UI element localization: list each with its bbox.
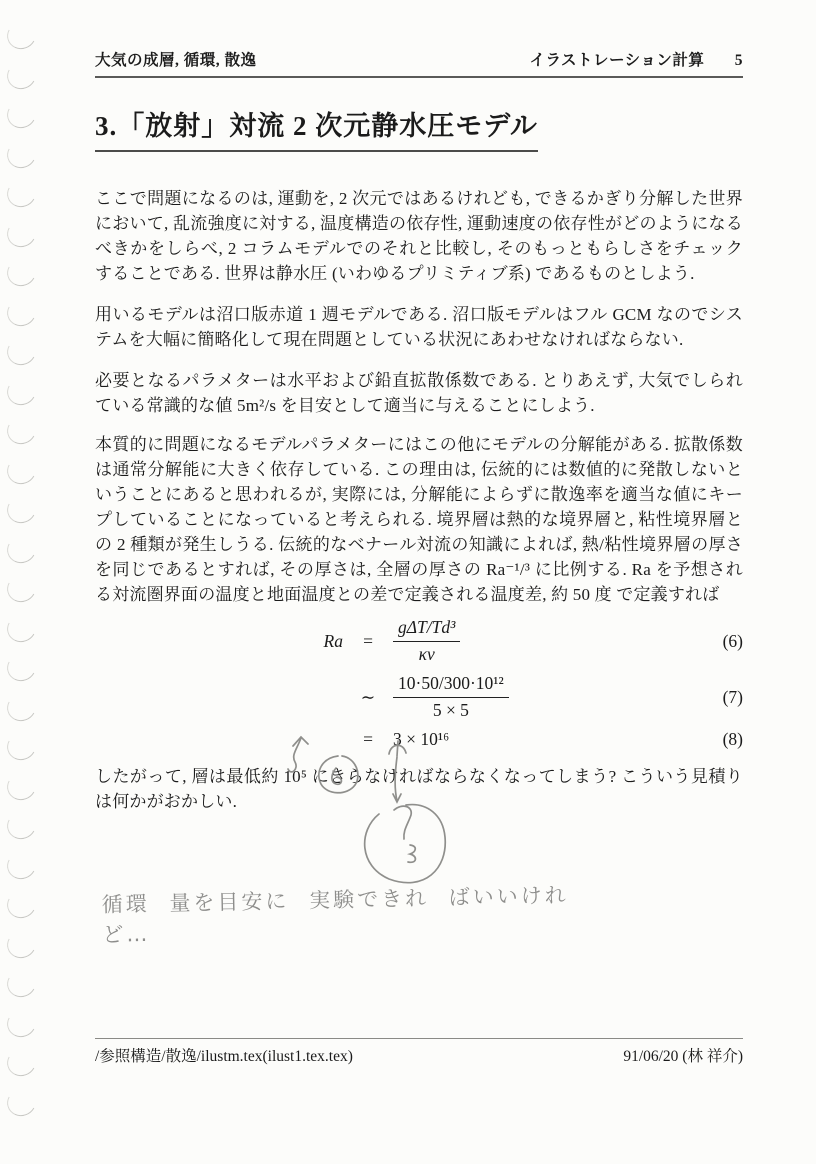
equals-sign-2: = <box>363 728 373 749</box>
binding-hole <box>4 571 40 606</box>
fraction-7 <box>393 673 509 722</box>
fraction-7-numerator: 10·50/300·10¹² <box>393 673 509 698</box>
binding-hole <box>4 492 40 527</box>
equation-number-7: (7) <box>722 686 743 707</box>
footer-file-path: /参照構造/散逸/ilustm.tex(ilust1.tex.tex) <box>95 1048 353 1065</box>
equals-sign: = <box>363 630 373 651</box>
up-arrow-doodle <box>389 741 406 802</box>
binding-hole <box>4 374 40 409</box>
binding-hole <box>4 334 40 369</box>
paragraph-intro: ここで問題になるのは, 運動を, 2 次元ではあるけれども, できるかぎり分解した世界において, 乱流強度に対する, 温度構造の依存性, 運動速度の依存性がどのようになるべきかをしらべ, 2 コラムモデルでのそれと比較し, そのもっともらしさをチェックすることである. 世界は静水圧 (いわゆるプリミティブ系) であるものとしよう. <box>95 189 743 283</box>
binding-hole <box>4 808 40 843</box>
binding-hole <box>4 650 40 685</box>
page-content <box>95 0 743 814</box>
equation-number-6: (6) <box>722 630 743 651</box>
footer-date-author: 91/06/20 (林 祥介) <box>623 1048 743 1065</box>
paragraph-model: 用いるモデルは沼口版赤道 1 週モデルである. 沼口版モデルはフル GCM なのでシステムを大幅に簡略化して現在問題としている状況にあわせなければならない. <box>95 305 743 349</box>
binding-hole <box>4 848 40 883</box>
binding-holes <box>0 0 48 1164</box>
binding-hole <box>4 690 40 725</box>
binding-hole <box>4 97 40 132</box>
binding-hole <box>4 1006 40 1041</box>
binding-hole <box>4 176 40 211</box>
handwritten-note: 循環 量を目安に 実験できれ ばいいけれど… <box>101 883 569 947</box>
paragraph-conclusion: したがって, 層は最低約 10⁵ にきらなければならなくなってしまう? こういう見積りは何かがおかしい. <box>95 766 743 811</box>
handwritten-doodles <box>276 728 486 889</box>
large-circle-doodle <box>365 805 446 883</box>
binding-hole <box>4 295 40 330</box>
binding-hole <box>4 769 40 804</box>
binding-hole <box>4 532 40 567</box>
equation-7 <box>95 673 743 722</box>
fraction-7-denominator: 5 × 5 <box>432 699 469 720</box>
binding-hole <box>4 216 40 251</box>
header-right-group <box>503 48 743 70</box>
curled-arrow-doodle <box>288 737 308 772</box>
binding-hole <box>4 927 40 962</box>
binding-hole <box>4 255 40 290</box>
page-header <box>95 48 743 78</box>
three-doodle <box>408 845 415 862</box>
binding-hole <box>4 137 40 172</box>
equation-8-value: 3 × 10¹⁶ <box>393 728 450 749</box>
section-title: 3.「放射」対流 2 次元静水圧モデル <box>95 104 538 152</box>
seven-doodle <box>394 806 411 839</box>
binding-hole <box>4 1045 40 1080</box>
fraction-6-numerator: gΔT/Td³ <box>393 617 460 642</box>
fraction-6-denominator: κν <box>418 643 435 664</box>
header-running-title: 大気の成層, 循環, 散逸 <box>95 52 257 69</box>
binding-hole <box>4 611 40 646</box>
equation-block <box>95 617 743 750</box>
binding-hole <box>4 453 40 488</box>
binding-hole <box>4 18 40 53</box>
page-number: 5 <box>734 52 743 69</box>
equation-number-8: (8) <box>722 728 743 749</box>
fraction-6 <box>393 617 460 666</box>
similar-sign: ∼ <box>360 686 376 707</box>
equation-6 <box>95 617 743 666</box>
paragraph-resolution: 本質的に問題になるモデルパラメターにはこの他にモデルの分解能がある. 拡散係数は通常分解能に大きく依存している. この理由は, 伝統的には数値的に発散しないということにあると思われるが, 実際には, 分解能によらずに散逸率を適当な値にキープしていることになっていると考えられる. 境界層は熱的な境界層と, 粘性境界層との 2 種類が発生しうる. 伝統的なベナール対流の知識によれば, 熱/粘性境界層の厚さを同じであるとすれば, その厚さは, 全層の厚さの Ra⁻¹/³ に比例する. Ra を予想される対流圏界面の温度と地面温度との差で定義される温度差, 約 50 度 で定義すれば <box>95 435 743 604</box>
binding-hole <box>4 1085 40 1120</box>
binding-hole <box>4 58 40 93</box>
header-section-label: イラストレーション計算 <box>529 52 705 69</box>
binding-hole <box>4 729 40 764</box>
page-footer <box>95 1038 743 1066</box>
binding-hole <box>4 887 40 922</box>
binding-hole <box>4 966 40 1001</box>
circled-6-doodle <box>319 756 358 793</box>
binding-hole <box>4 413 40 448</box>
paragraph-parameters: 必要となるパラメターは水平および鉛直拡散係数である. とりあえず, 大気でしられている常識的な値 5m²/s を目安として適当に与えることにしよう. <box>95 371 743 415</box>
equation-lhs: Ra <box>323 630 343 651</box>
